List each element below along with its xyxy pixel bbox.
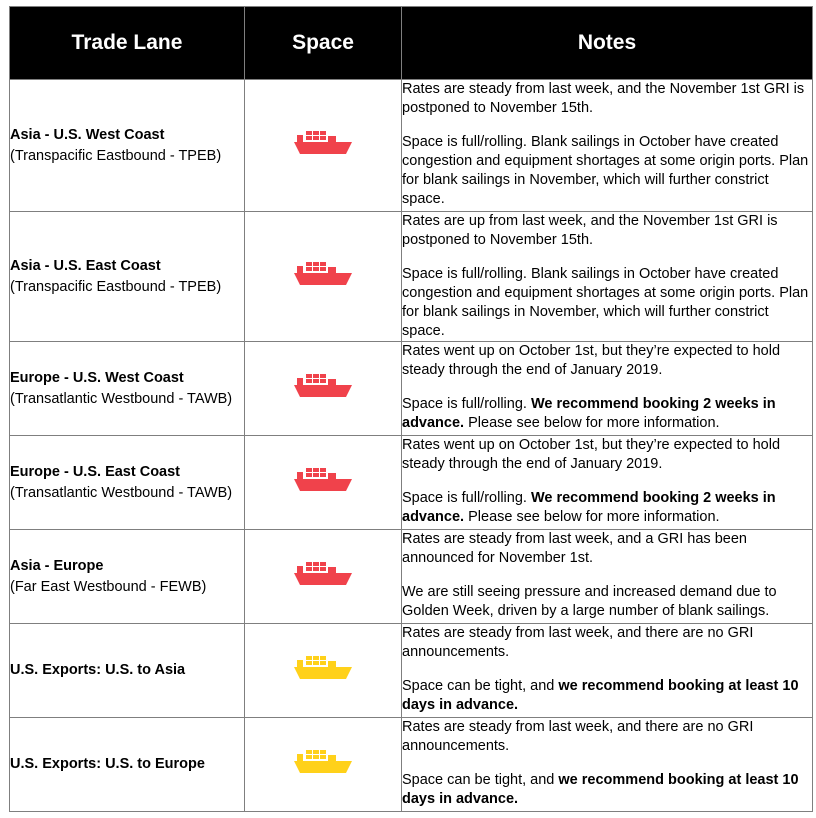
trade-lane-name: Asia - Europe [10,557,104,574]
trade-lane-name: U.S. Exports: U.S. to Europe [10,756,205,772]
header-row [10,7,813,80]
yellow-cargo-ship-icon [294,652,352,684]
trade-lane-cell [10,718,245,812]
trade-lane-cell [10,80,245,212]
trade-lane-cell [10,212,245,342]
trade-lane-name: Europe - U.S. West Coast [10,369,184,386]
red-cargo-ship-icon [294,370,352,402]
notes-space-text: We are still seeing pressure and increased demand due to Golden Week, driven by a large number of blank sailings. [402,584,777,619]
space-cell [245,718,402,812]
notes-rates: Rates are up from last week, and the November 1st GRI is postponed to November 15th. [402,213,778,248]
notes-cell [402,80,813,212]
trade-lane-name: Europe - U.S. East Coast [10,463,181,480]
notes-cell [402,212,813,342]
notes-rates: Rates are steady from last week, and there are no GRI announcements. [402,719,754,754]
notes-rates: Rates went up on October 1st, but they’re expected to hold steady through the end of January 2019. [402,343,781,378]
notes-space [402,133,812,209]
notes-space [402,489,812,527]
red-cargo-ship-icon [294,127,352,159]
table-row [10,718,813,812]
trade-lane-subtitle: (Transpacific Eastbound - TPEB) [10,278,222,295]
notes-space-text: Space is full/rolling. [402,490,531,506]
notes-space-tail: Please see below for more information. [464,415,720,431]
header-notes: Notes [402,7,813,80]
space-cell [245,436,402,530]
notes-space-tail: Please see below for more information. [464,509,720,525]
notes-space [402,583,812,621]
notes-space-text: Space is full/rolling. Blank sailings in October have created congestion and equipment shortages at some origin ports. Plan for blank sailings in November, which will further constrict space. [402,134,809,207]
notes-space [402,677,812,715]
trade-lane-name: Asia - U.S. East Coast [10,257,161,274]
trade-lane-subtitle: (Far East Westbound - FEWB) [10,578,207,595]
trade-lane-table [9,6,813,812]
notes-rates: Rates went up on October 1st, but they’re expected to hold steady through the end of January 2019. [402,437,781,472]
yellow-cargo-ship-icon [294,746,352,778]
notes-space [402,265,812,341]
trade-lane-subtitle: (Transpacific Eastbound - TPEB) [10,147,222,164]
trade-lane-cell [10,624,245,718]
trade-lane-name: Asia - U.S. West Coast [10,126,165,143]
red-cargo-ship-icon [294,464,352,496]
table-row [10,212,813,342]
trade-lane-subtitle: (Transatlantic Westbound - TAWB) [10,390,233,407]
trade-lane-cell [10,436,245,530]
notes-cell [402,436,813,530]
notes-rates: Rates are steady from last week, and there are no GRI announcements. [402,625,754,660]
notes-cell [402,342,813,436]
header-space: Space [245,7,402,80]
table-row [10,80,813,212]
header-trade-lane: Trade Lane [10,7,245,80]
notes-rates: Rates are steady from last week, and the November 1st GRI is postponed to November 15th. [402,81,805,116]
space-cell [245,342,402,436]
table-row [10,530,813,624]
notes-space-text: Space is full/rolling. Blank sailings in October have created congestion and equipment shortages at some origin ports. Plan for blank sailings in November, which will further constrict space. [402,266,809,339]
notes-space [402,395,812,433]
notes-rates: Rates are steady from last week, and a GRI has been announced for November 1st. [402,531,747,566]
space-cell [245,212,402,342]
red-cargo-ship-icon [294,558,352,590]
space-cell [245,624,402,718]
notes-cell [402,718,813,812]
red-cargo-ship-icon [294,258,352,290]
trade-lane-cell [10,342,245,436]
notes-space-text: Space can be tight, and [402,772,559,788]
notes-space [402,771,812,809]
notes-space-recommendation: we recommend booking at least 10 days in advance. [402,678,799,713]
trade-lane-subtitle: (Transatlantic Westbound - TAWB) [10,484,233,501]
space-cell [245,80,402,212]
notes-space-text: Space can be tight, and [402,678,559,694]
notes-cell [402,530,813,624]
table-row [10,342,813,436]
notes-space-recommendation: We recommend booking 2 weeks in advance. [402,490,776,525]
notes-cell [402,624,813,718]
notes-space-recommendation: we recommend booking at least 10 days in advance. [402,772,799,807]
trade-lane-cell [10,530,245,624]
notes-space-text: Space is full/rolling. [402,396,531,412]
table-row [10,624,813,718]
notes-space-recommendation: We recommend booking 2 weeks in advance. [402,396,776,431]
trade-lane-name: U.S. Exports: U.S. to Asia [10,662,186,678]
table-row [10,436,813,530]
space-cell [245,530,402,624]
